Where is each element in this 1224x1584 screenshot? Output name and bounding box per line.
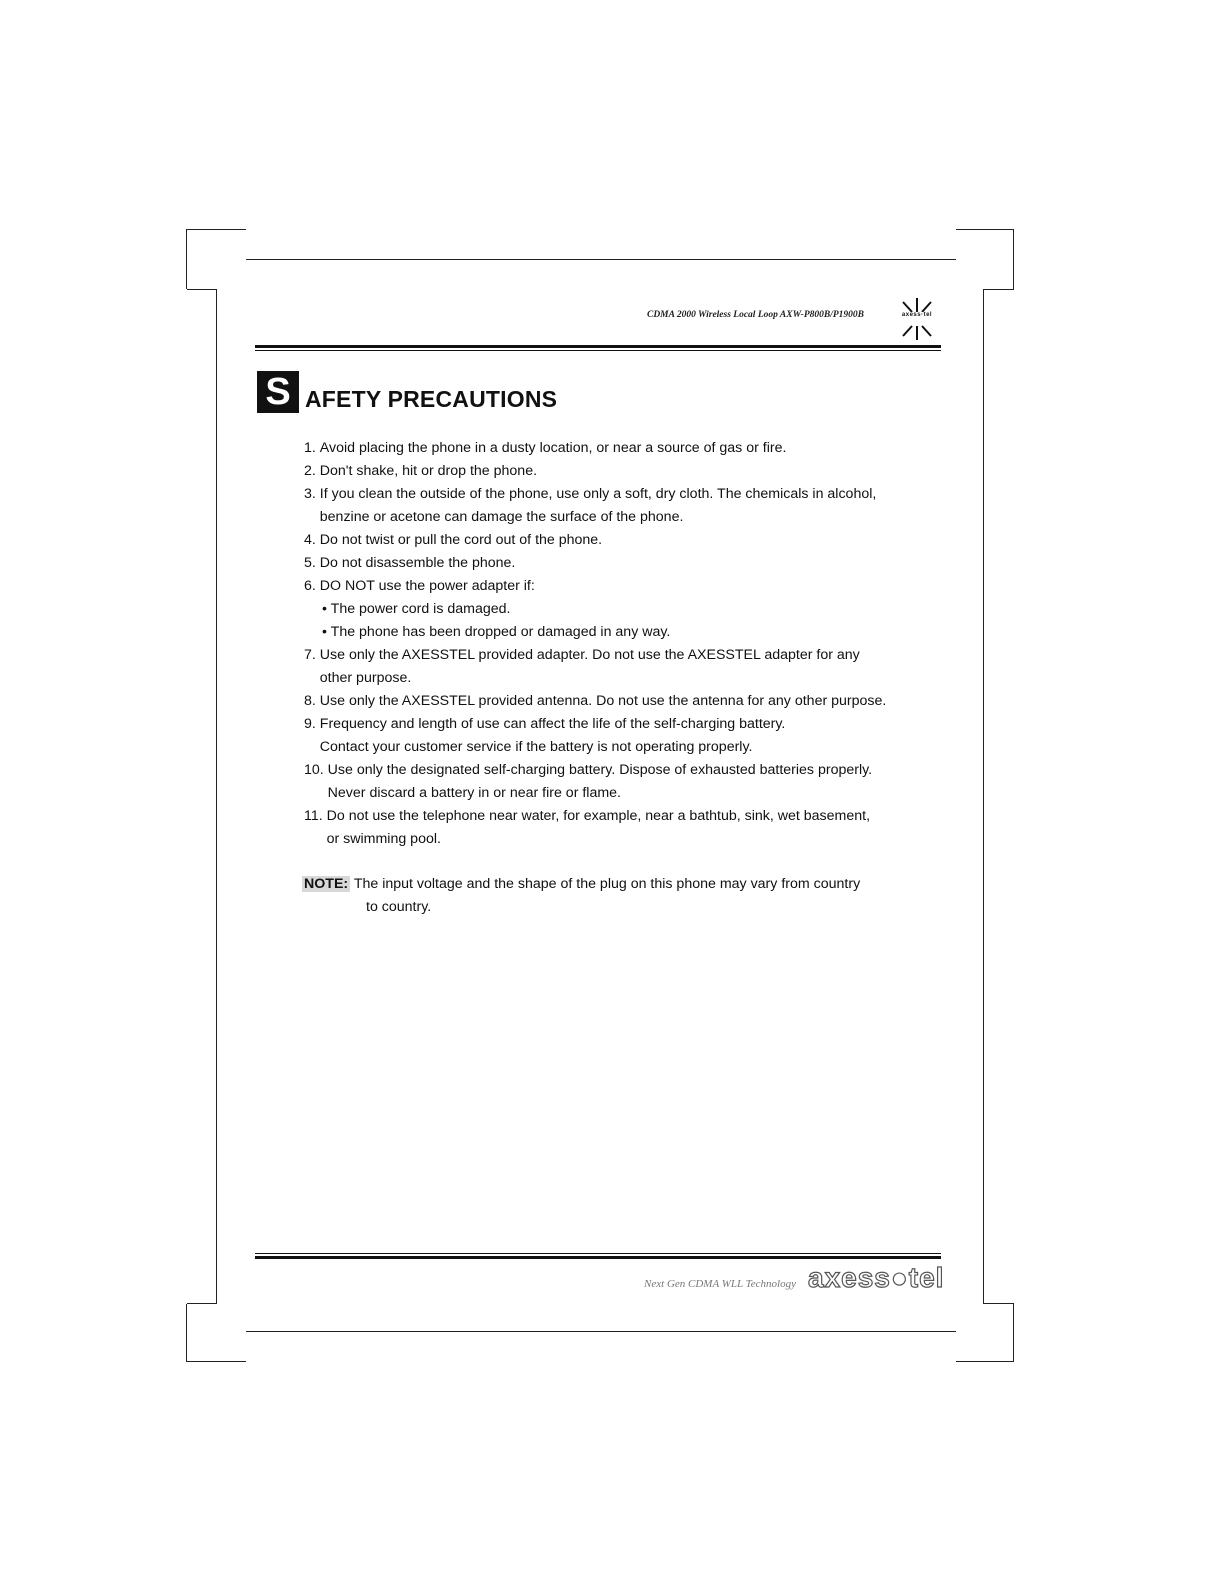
item-text: DO NOT use the power adapter if: (319, 578, 535, 594)
item-number: 2. (304, 463, 320, 479)
header-rule-thick (255, 345, 941, 348)
header-doc-title: CDMA 2000 Wireless Local Loop AXW-P800B/P1900B (646, 310, 864, 320)
note-label: NOTE: (304, 876, 349, 892)
header-logo-text: axess·tel (894, 312, 940, 318)
crop-mark-bottom-left (186, 1304, 246, 1362)
note-text-line1: The input voltage and the shape of the plug on this phone may vary from country (353, 876, 861, 892)
item-text: Do not use the telephone near water, for example, near a bathtub, sink, wet basement, (326, 808, 871, 824)
sub-bullet: • The phone has been dropped or damaged in any way. (322, 624, 671, 640)
header-rule-thin (255, 350, 941, 351)
list-item (304, 437, 964, 460)
item-number: 4. (304, 532, 320, 548)
item-number: 3. (304, 486, 320, 502)
item-text: benzine or acetone can damage the surface of the phone. (319, 509, 684, 525)
item-text: or swimming pool. (326, 831, 441, 847)
page-title: AFETY PRECAUTIONS (305, 386, 558, 412)
item-number: 8. (304, 693, 320, 709)
item-number: 7. (304, 647, 320, 663)
list-item (304, 552, 964, 575)
item-text: other purpose. (319, 670, 412, 686)
list-item (304, 644, 964, 690)
title-initial: S (257, 371, 299, 413)
list-item (304, 483, 964, 529)
crop-mark-top-right (956, 229, 1014, 289)
list-item (304, 460, 964, 483)
item-number: 5. (304, 555, 320, 571)
item-text: Do not twist or pull the cord out of the phone. (319, 532, 603, 548)
item-number: 1. (304, 440, 320, 456)
item-number: 11. (304, 808, 327, 824)
item-number: 10. (304, 762, 328, 778)
item-text: Do not disassemble the phone. (319, 555, 516, 571)
list-item (304, 759, 964, 805)
list-item (304, 529, 964, 552)
footer-rule-thin (255, 1253, 941, 1254)
crop-mark-top-left (186, 229, 246, 289)
list-item (304, 575, 964, 598)
list-item (304, 690, 964, 713)
footer-tagline: Next Gen CDMA WLL Technology (644, 1278, 796, 1290)
item-text: Contact your customer service if the battery is not operating properly. (319, 739, 753, 755)
item-text: Use only the AXESSTEL provided adapter. Do not use the AXESSTEL adapter for any (319, 647, 860, 663)
item-text: Never discard a battery in or near fire or flame. (327, 785, 622, 801)
item-text: If you clean the outside of the phone, use only a soft, dry cloth. The chemicals in alcohol, (319, 486, 877, 502)
safety-list (304, 437, 964, 851)
note-block (302, 873, 860, 919)
item-text: Use only the designated self-charging battery. Dispose of exhausted batteries properly. (327, 762, 873, 778)
axesstel-starburst-logo-icon (894, 296, 940, 342)
item-number: 6. (304, 578, 320, 594)
list-item (304, 713, 964, 759)
list-item (304, 805, 964, 851)
footer-logo: axess●tel (808, 1262, 945, 1293)
crop-mark-bottom-right (956, 1304, 1014, 1362)
footer-rule-thick (255, 1256, 941, 1259)
item-text: Don't shake, hit or drop the phone. (319, 463, 538, 479)
note-text-line2: to country. (366, 899, 432, 915)
item-text: Frequency and length of use can affect the life of the self-charging battery. (319, 716, 786, 732)
item-text: Use only the AXESSTEL provided antenna. Do not use the antenna for any other purpose. (319, 693, 887, 709)
sub-bullet: • The power cord is damaged. (322, 601, 511, 617)
item-number: 9. (304, 716, 320, 732)
item-text: Avoid placing the phone in a dusty location, or near a source of gas or fire. (319, 440, 787, 456)
